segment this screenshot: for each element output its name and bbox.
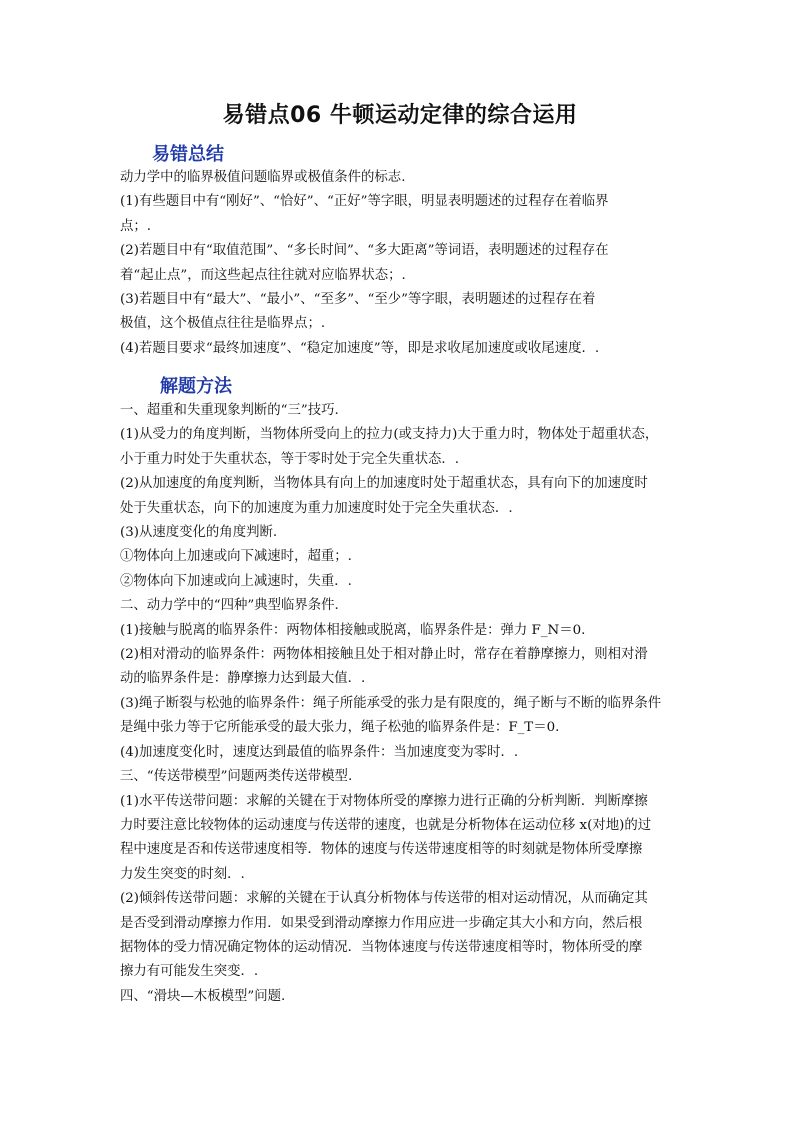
text-line: 是绳中张力等于它所能承受的最大张力，绳子松弛的临界条件是：F_T＝0. [120, 720, 560, 736]
text-line: (1)接触与脱离的临界条件：两物体相接触或脱离，临界条件是：弹力 F_N＝0. [120, 622, 586, 638]
methods-text-block [120, 399, 700, 1009]
text-line: 小于重力时处于失重状态，等于零时处于完全失重状态．. [120, 451, 460, 467]
text-line: (2)相对滑动的临界条件：两物体相接触且处于相对静止时，常存在着静摩擦力，则相对滑 [120, 647, 648, 663]
text-line: 三、“传送带模型”问题两类传送带模型. [120, 769, 353, 785]
text-line: (1)水平传送带问题：求解的关键在于对物体所受的摩擦力进行正确的分析判断．判断摩擦 [120, 793, 648, 809]
text-line: (3)从速度变化的角度判断. [120, 525, 278, 541]
text-line: (4)若题目要求“最终加速度”、“稳定加速度”等，即是求收尾加速度或收尾速度．. [120, 340, 600, 356]
summary-text-block [120, 166, 700, 361]
text-line: 动力学中的临界极值问题临界或极值条件的标志. [120, 170, 406, 185]
text-line: 极值，这个极值点往往是临界点；. [120, 316, 326, 332]
text-line: (3)绳子断裂与松弛的临界条件：绳子所能承受的张力是有限度的，绳子断与不断的临界条件 [120, 695, 662, 711]
text-line: 点；. [120, 218, 152, 234]
text-line: 四、“滑块—木板模型”问题. [120, 988, 286, 1004]
text-line: (1)从受力的角度判断，当物体所受向上的拉力(或支持力)大于重力时，物体处于超重状态， [120, 427, 659, 443]
text-line: 是否受到滑动摩擦力作用．如果受到滑动摩擦力作用应进一步确定其大小和方向，然后根 [120, 915, 643, 931]
text-line: 力发生突变的时刻．. [120, 866, 245, 882]
text-line: (4)加速度变化时，速度达到最值的临界条件：当加速度变为零时．. [120, 744, 519, 760]
text-line: 动的临界条件是：静摩擦力达到最大值．. [120, 671, 366, 687]
text-line: ①物体向上加速或向下减速时，超重；. [120, 549, 352, 565]
text-line: 据物体的受力情况确定物体的运动情况．当物体速度与传送带速度相等时，物体所受的摩 [120, 939, 643, 955]
text-line: 擦力有可能发生突变．. [120, 964, 259, 980]
text-line: (2)倾斜传送带问题：求解的关键在于认真分析物体与传送带的相对运动情况，从而确定其 [120, 891, 648, 907]
page-title: 易错点06 牛顿运动定律的综合运用 [222, 103, 578, 128]
text-line: (2)从加速度的角度判断，当物体具有向上的加速度时处于超重状态，具有向下的加速度时 [120, 476, 648, 492]
section-heading-summary: 易错总结 [152, 144, 224, 165]
text-line: (1)有些题目中有“刚好”、“恰好”、“正好”等字眼，明显表明题述的过程存在着临界 [120, 194, 609, 210]
text-line: (3)若题目中有“最大”、“最小”、“至多”、“至少”等字眼，表明题述的过程存在着 [120, 292, 596, 308]
text-line: (2)若题目中有“取值范围”、“多长时间”、“多大距离”等词语，表明题述的过程存在 [120, 243, 609, 259]
text-line: 二、动力学中的“四种”典型临界条件. [120, 598, 339, 614]
section-heading-methods: 解题方法 [160, 376, 232, 397]
text-line: 程中速度是否和传送带速度相等．物体的速度与传送带速度相等的时刻就是物体所受摩擦 [120, 842, 643, 858]
text-line: 处于失重状态，向下的加速度为重力加速度时处于完全失重状态．. [120, 500, 513, 516]
text-line: 着“起止点”，而这些起点往往就对应临界状态；. [120, 267, 406, 283]
text-line: ②物体向下加速或向上减速时，失重．. [120, 573, 352, 589]
text-line: 力时要注意比较物体的运动速度与传送带的速度，也就是分析物体在运动位移 x(对地)的过 [120, 817, 652, 833]
text-line: 一、超重和失重现象判断的“三”技巧. [120, 403, 339, 418]
